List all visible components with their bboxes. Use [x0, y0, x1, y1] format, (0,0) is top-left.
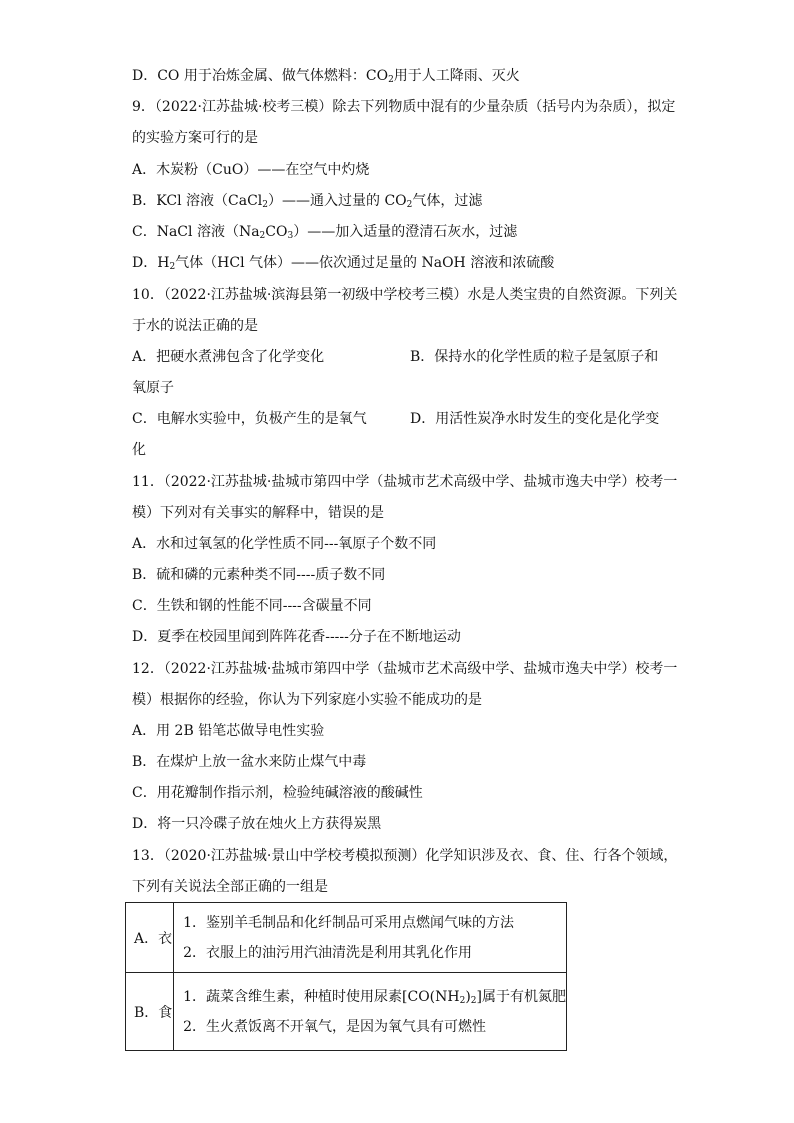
question-9-stem-cont: 的实验方案可行的是: [132, 130, 258, 146]
question-9-option-b: B．KCl 溶液（CaCl$_2$）——通入过量的 $CO_2$气体，过滤: [132, 193, 483, 210]
table-row-content: [174, 973, 567, 1051]
table-cell-item: 2．生火煮饭离不开氧气，是因为氧气具有可燃性: [183, 1018, 487, 1035]
question-9-option-d: D．$H_2$气体（HCl 气体）——依次通过足量的 NaOH 溶液和浓硫酸: [132, 255, 555, 272]
question-10-option-b: B．保持水的化学性质的粒子是氢原子和: [410, 349, 659, 365]
question-10-stem: 10．（2022·江苏盐城·滨海县第一初级中学校考三模）水是人类宝贵的自然资源。下列关: [132, 287, 678, 303]
question-12-stem-cont: 模）根据你的经验，你认为下列家庭小实验不能成功的是: [132, 692, 482, 708]
question-10-option-d-cont: 化: [132, 442, 146, 458]
question-13-stem-cont: 下列有关说法全部正确的一组是: [132, 879, 328, 895]
question-13-stem: 13．（2020·江苏盐城·景山中学校考模拟预测）化学知识涉及衣、食、住、行各个领域，: [132, 848, 678, 864]
question-12-stem: 12．（2022·江苏盐城·盐城市第四中学（盐城市艺术高级中学、盐城市逸夫中学）校考一: [132, 661, 678, 677]
question-13-table: [125, 902, 567, 1051]
question-10-stem-cont: 于水的说法正确的是: [132, 318, 258, 334]
question-10-option-b-cont: 氧原子: [132, 380, 174, 396]
question-12-option-b: B．在煤炉上放一盆水来防止煤气中毒: [132, 754, 367, 770]
option-9-prev-d: D．CO 用于冶炼金属、做气体燃料：$CO_2$用于人工降雨、灭火: [132, 68, 520, 85]
table-row: [126, 973, 567, 1051]
table-cell-item: 1．鉴别羊毛制品和化纤制品可采用点燃闻气味的方法: [183, 914, 515, 931]
question-11-option-d: D．夏季在校园里闻到阵阵花香-----分子在不断地运动: [132, 629, 461, 645]
question-10-option-c: C．电解水实验中，负极产生的是氧气: [132, 411, 367, 427]
table-row-label: B．食: [126, 973, 174, 1051]
question-11-stem-cont: 模）下列对有关事实的解释中，错误的是: [132, 505, 384, 521]
question-11-stem: 11．（2022·江苏盐城·盐城市第四中学（盐城市艺术高级中学、盐城市逸夫中学）校考一: [132, 474, 678, 490]
table-cell-item: 2．衣服上的油污用汽油清洗是利用其乳化作用: [183, 944, 473, 961]
table-cell-item: 1．蔬菜含维生素，种植时使用尿素$[CO(NH_2)_2]$属于有机氮肥: [183, 988, 566, 1006]
question-12-option-d: D．将一只冷碟子放在烛火上方获得炭黑: [132, 816, 382, 832]
table-row-label: A．衣: [126, 903, 174, 973]
question-11-option-a: A．水和过氧氢的化学性质不同---氧原子个数不同: [132, 536, 437, 552]
table-row-content: [174, 903, 567, 973]
question-11-option-c: C．生铁和钢的性能不同----含碳量不同: [132, 598, 372, 614]
question-12-option-c: C．用花瓣制作指示剂，检验纯碱溶液的酸碱性: [132, 785, 423, 801]
question-9-stem: 9．（2022·江苏盐城·校考三模）除去下列物质中混有的少量杂质（括号内为杂质），拟定: [132, 99, 676, 115]
question-11-option-b: B．硫和磷的元素种类不同----质子数不同: [132, 567, 386, 583]
question-12-option-a: A．用 2B 铅笔芯做导电性实验: [132, 723, 325, 739]
question-9-option-a: A．木炭粉（CuO）——在空气中灼烧: [132, 162, 370, 178]
question-9-option-c: C．NaCl 溶液$(Na_2CO_3)——$加入适量的澄清石灰水，过滤: [132, 224, 518, 241]
table-row: [126, 903, 567, 973]
question-10-option-d: D．用活性炭净水时发生的变化是化学变: [410, 411, 660, 427]
question-10-option-a: A．把硬水煮沸包含了化学变化: [132, 349, 325, 365]
